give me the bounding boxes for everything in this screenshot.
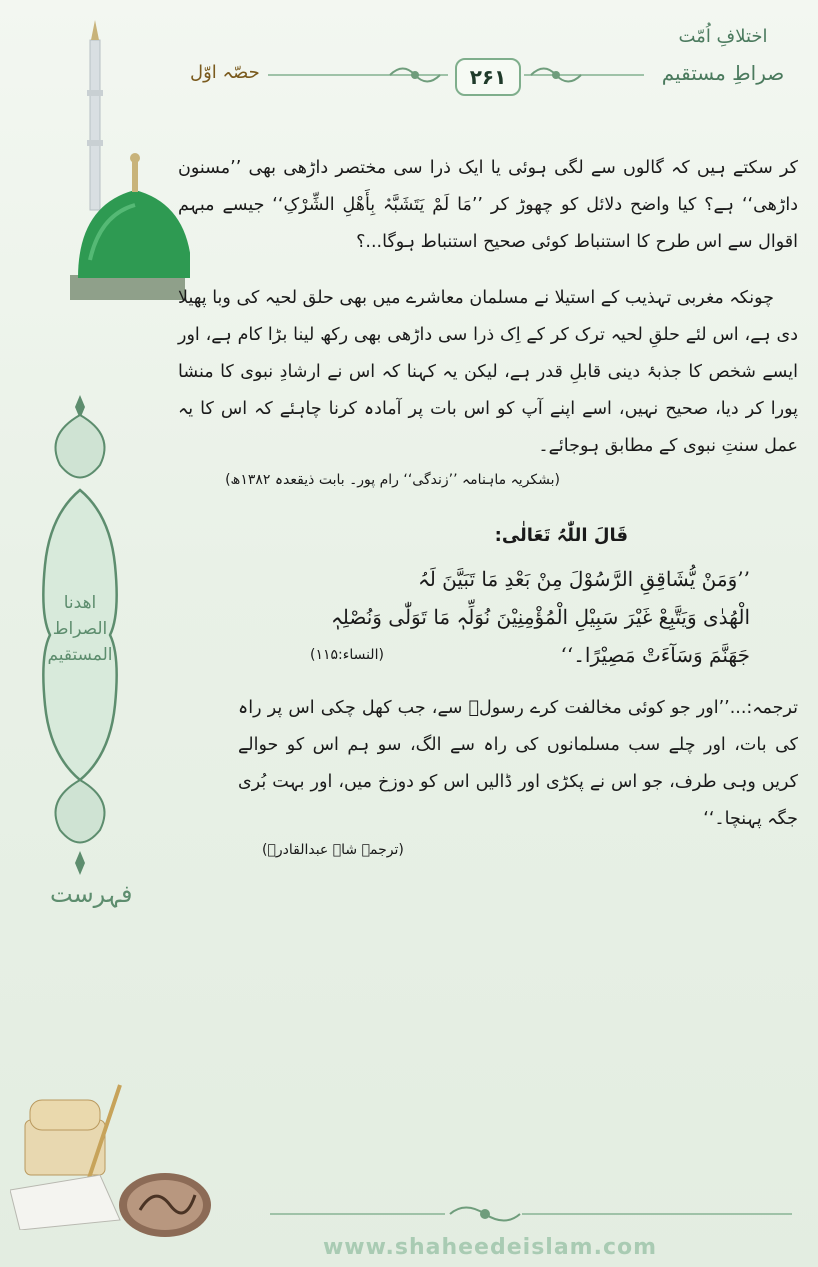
footer-divider-right [522, 1213, 792, 1215]
calligraphy-seal-logo [115, 1170, 215, 1240]
quran-verse [190, 560, 750, 674]
header-ornament-left [385, 60, 445, 90]
footer-divider-left [270, 1213, 445, 1215]
index-link[interactable]: فہرست [50, 880, 133, 908]
footer-website-url[interactable]: www.shaheedeislam.com [322, 1235, 658, 1260]
verse-line-3: جَھَنَّمَ وَسَآءَتْ مَصِیْرًا۔‘‘ (النساء:۱۱۵) [190, 636, 750, 674]
paragraph-2-text: چونکہ مغربی تہذیب کے استیلا نے مسلمان معاشرے میں بھی حلق لحیہ کی وبا پھیلا دی ہے، اس لئے حلقِ لحیہ ترک کر کے اِک ذرا سی داڑھی بھی رکھ لینا بڑا کام ہے، اور ایسے شخص کا جذبۂ دینی قابلِ قدر ہے، لیکن یہ کہنا کہ اس نے ارشادِ نبوی کا منشا پورا کر دیا، صحیح نہیں، اسے اپنے آپ کو اس بات پر آمادہ کرنا چاہئے کہ اس کا یہ عمل سنتِ نبوی کے مطابق ہوجائے۔ [178, 288, 798, 456]
translation [238, 690, 798, 838]
book-title [648, 26, 798, 85]
verse-line-2: الْھُدٰی وَیَتَّبِعْ غَیْرَ سَبِیْلِ الْمُؤْمِنِیْنَ نُوَلِّہٖ مَا تَوَلّٰی وَنُصْلِہٖ [331, 605, 750, 629]
book-title-line2: صراطِ مستقیم [661, 61, 785, 85]
paragraph-2-citation: (بشکریہ ماہنامہ ’’زندگی‘‘ رام پور۔ بابت ذیقعدہ ۱۳۸۲ھ) [225, 472, 560, 488]
footer-ornament [445, 1199, 525, 1229]
sidebar-ornament-label: اھدنا الصراط المستقیم [47, 593, 113, 665]
quran-heading: قَالَ اللّٰہُ تَعَالٰی: [494, 525, 628, 546]
paragraph-1-text: کر سکتے ہیں کہ گالوں سے لگی ہوئی یا ایک ذرا سی مختصر داڑھی بھی ’’مسنون داڑھی‘‘ ہے؟ کیا واضح دلائل کو چھوڑ کر ’’مَا لَمْ یَتَشَبَّہْ بِأَھْلِ الشِّرْکِ‘‘ جیسے مبہم اقوال سے اس طرح کا استنباط کوئی صحیح استنباط ہوگا...؟ [178, 158, 798, 252]
translation-text: ترجمہ:...’’اور جو کوئی مخالفت کرے رسولؐ سے، جب کھل چکی اس پر راہ کی بات، اور چلے سب مسلمانوں کی راہ سے الگ، سو ہم اس کو حوالے کریں وہی طرف، جو اس نے پکڑی اور ڈالیں اس کو دوزخ میں، اور بہت بُری جگہ پہنچا۔‘‘ [238, 698, 798, 829]
paragraph-1 [178, 150, 798, 261]
page-number: ۲۶۱ [455, 58, 521, 96]
verse-line-1: ’’وَمَنْ یُّشَاقِقِ الرَّسُوْلَ مِنْ بَعْدِ مَا تَبَیَّنَ لَہُ [418, 567, 750, 591]
translation-citation: (ترجمہ شاہ عبدالقادرؒ) [262, 842, 404, 858]
part-label: حصّہ اوّل [190, 62, 260, 83]
book-title-line1: اختلافِ اُمّت [678, 26, 768, 47]
header-ornament-right [526, 60, 586, 90]
verse-reference: (النساء:۱۱۵) [310, 647, 384, 663]
paragraph-2 [178, 280, 798, 465]
green-dome-minaret-image [60, 20, 190, 300]
